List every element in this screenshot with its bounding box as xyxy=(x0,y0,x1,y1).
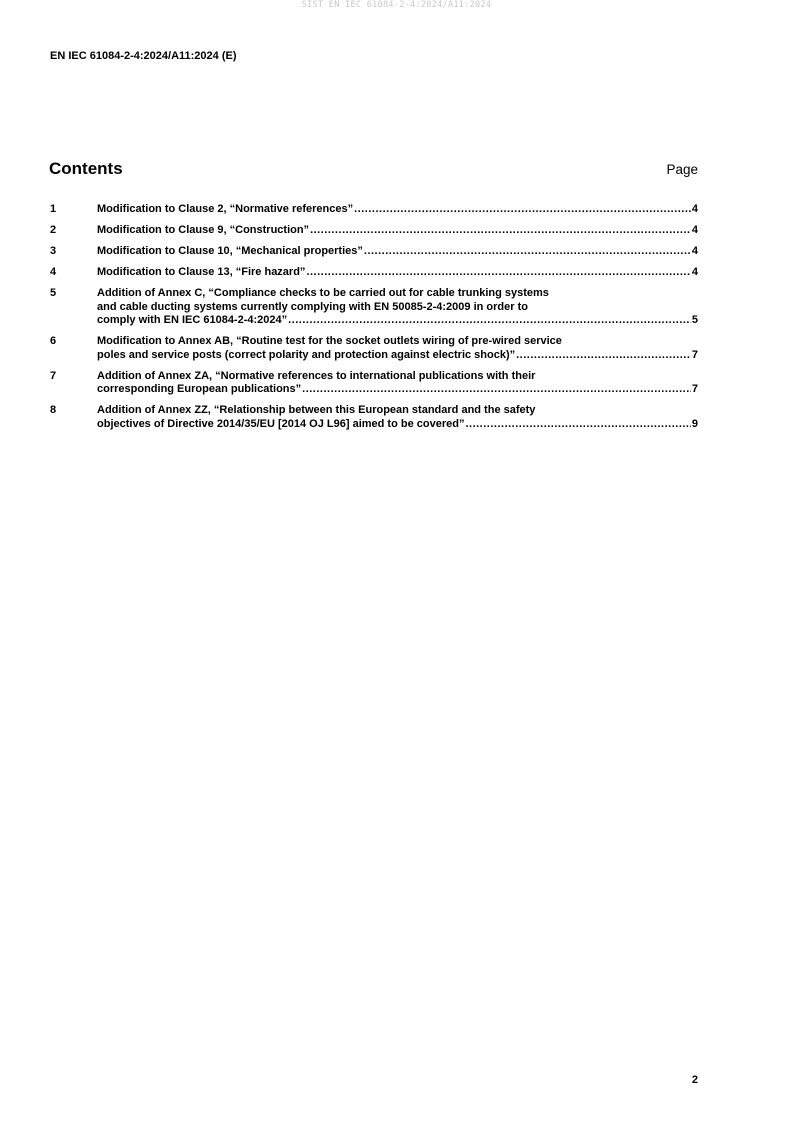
toc-entry-title-line: Addition of Annex C, “Compliance checks to be carried out for cable trunking systems xyxy=(97,287,549,299)
toc-entry[interactable] xyxy=(50,287,698,328)
toc-entry[interactable] xyxy=(50,245,698,259)
toc-entry-page: 9 xyxy=(691,417,698,430)
toc-entry[interactable] xyxy=(50,224,698,238)
contents-title: Contents xyxy=(49,159,123,178)
toc-entry-title: corresponding European publications” xyxy=(97,383,302,395)
document-id-header: EN IEC 61084-2-4:2024/A11:2024 (E) xyxy=(50,50,237,62)
toc-dot-leader xyxy=(302,383,691,397)
toc-entry[interactable] xyxy=(50,404,698,431)
toc-entry[interactable] xyxy=(50,370,698,397)
table-of-contents xyxy=(50,203,698,439)
toc-entry[interactable] xyxy=(50,203,698,217)
toc-entry-title-line: Addition of Annex ZZ, “Relationship between this European standard and the safety xyxy=(97,404,536,416)
toc-entry-title-line: and cable ducting systems currently complying with EN 50085-2-4:2009 in order to xyxy=(97,300,528,313)
toc-entry-page: 7 xyxy=(691,348,698,361)
toc-dot-leader xyxy=(306,266,690,280)
toc-dot-leader xyxy=(364,245,691,259)
toc-entry-number: 5 xyxy=(50,287,57,299)
toc-entry-title: Modification to Clause 13, “Fire hazard” xyxy=(97,266,306,278)
toc-entry-number: 1 xyxy=(50,203,57,215)
toc-entry-title-line: Modification to Annex AB, “Routine test for the socket outlets wiring of pre-wired service xyxy=(97,335,562,347)
toc-dot-leader xyxy=(354,203,691,217)
toc-entry-number: 4 xyxy=(50,266,57,278)
toc-entry-number: 8 xyxy=(50,404,57,416)
toc-entry-page: 4 xyxy=(691,224,698,236)
toc-dot-leader xyxy=(465,418,690,432)
toc-entry[interactable] xyxy=(50,335,698,362)
toc-entry-title: Modification to Clause 9, “Construction” xyxy=(97,224,310,236)
toc-entry-page: 4 xyxy=(691,266,698,278)
page-number: 2 xyxy=(691,1074,698,1086)
toc-dot-leader xyxy=(516,349,691,363)
toc-entry-page: 4 xyxy=(691,245,698,257)
toc-entry-title: objectives of Directive 2014/35/EU [2014 OJ L96] aimed to be covered” xyxy=(97,417,465,430)
toc-entry-title: Modification to Clause 10, “Mechanical properties” xyxy=(97,245,363,257)
toc-entry-number: 6 xyxy=(50,335,57,347)
toc-entry-page: 5 xyxy=(691,314,698,326)
toc-entry-title-line: Addition of Annex ZA, “Normative references to international publications with their xyxy=(97,369,536,382)
toc-entry[interactable] xyxy=(50,266,698,280)
toc-entry-title: poles and service posts (correct polarity and protection against electric shock)” xyxy=(97,348,516,361)
toc-entry-title: Modification to Clause 2, “Normative references” xyxy=(97,203,354,215)
toc-entry-page: 4 xyxy=(691,203,698,215)
page-column-label: Page xyxy=(666,162,698,177)
toc-entry-number: 7 xyxy=(50,369,57,382)
toc-dot-leader xyxy=(288,314,691,328)
toc-dot-leader xyxy=(310,224,691,238)
toc-entry-number: 2 xyxy=(50,224,57,236)
toc-entry-page: 7 xyxy=(691,383,698,395)
toc-entry-number: 3 xyxy=(50,245,57,257)
toc-entry-title: comply with EN IEC 61084-2-4:2024” xyxy=(97,314,288,326)
watermark: SIST EN IEC 61084-2-4:2024/A11:2024 xyxy=(301,0,492,10)
